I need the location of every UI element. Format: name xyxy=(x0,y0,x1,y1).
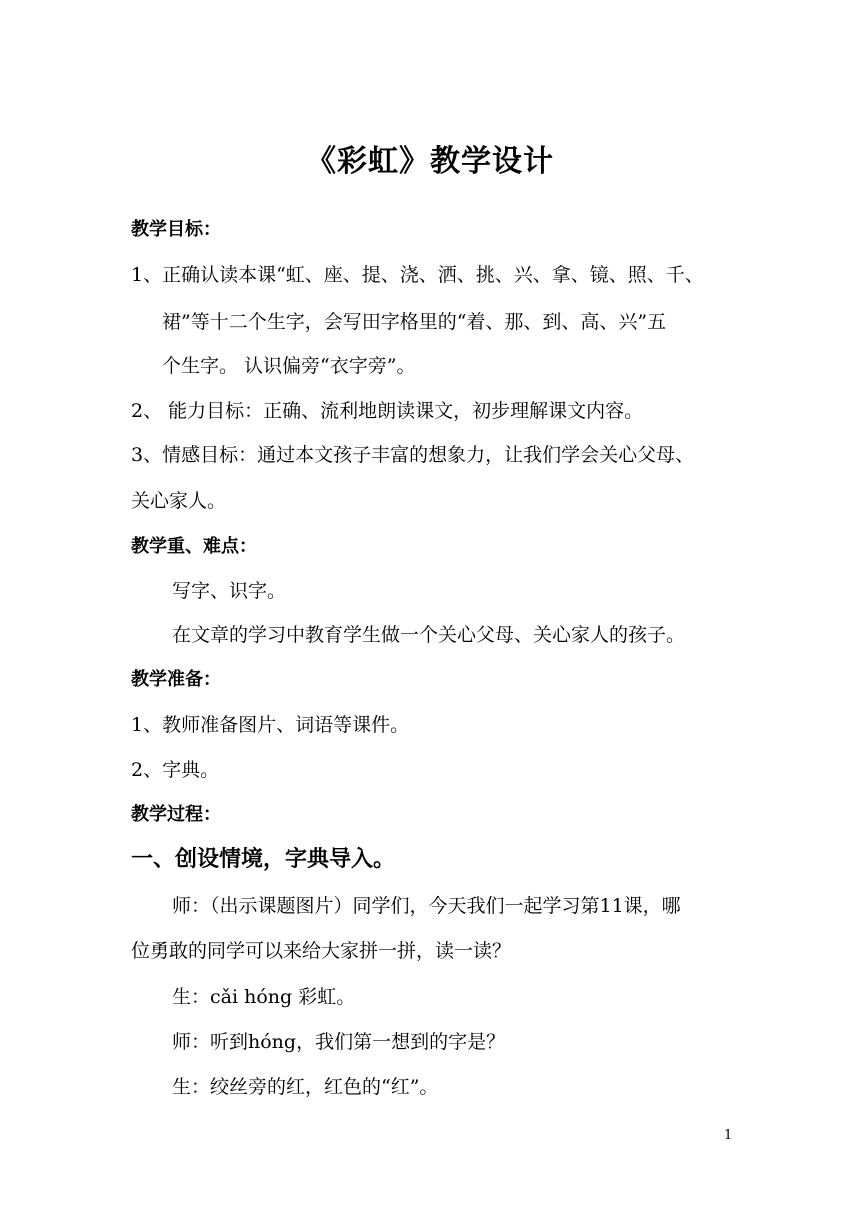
dialog-teacher-2: 师：听到hóng，我们第一想到的字是？ xyxy=(172,1031,506,1053)
dialog-teacher-1-line-2: 位勇敢的同学可以来给大家拼一拼，读一读？ xyxy=(131,940,512,962)
section-1-heading: 一、创设情境，字典导入。 xyxy=(131,847,396,872)
dialog-student-1: 生：cǎi hóng 彩虹。 xyxy=(172,986,356,1008)
keypoint-1: 写字、识字。 xyxy=(172,580,287,602)
goal-3-line-2: 关心家人。 xyxy=(131,490,227,512)
document-title: 《彩虹》教学设计 xyxy=(306,144,554,179)
keypoint-2: 在文章的学习中教育学生做一个关心父母、关心家人的孩子。 xyxy=(172,624,686,646)
process-heading: 教学过程： xyxy=(131,804,221,825)
goal-1-line-1: 1、正确认读本课“虹、座、提、浇、洒、挑、兴、拿、镜、照、千、 xyxy=(131,264,704,286)
goal-1-line-2: 裙”等十二个生字，会写田字格里的“着、那、到、高、兴”五 xyxy=(162,311,667,333)
goal-2: 2、 能力目标：正确、流利地朗读课文，初步理解课文内容。 xyxy=(131,400,644,422)
prep-heading: 教学准备： xyxy=(131,669,221,690)
dialog-student-2: 生：绞丝旁的红，红色的“红”。 xyxy=(172,1076,439,1098)
goal-3-line-1: 3、情感目标：通过本文孩子丰富的想象力，让我们学会关心父母、 xyxy=(131,444,695,466)
goals-heading: 教学目标： xyxy=(131,219,221,240)
goal-1-line-3: 个生字。 认识偏旁“衣字旁”。 xyxy=(162,355,416,377)
dialog-teacher-1-line-1: 师：（出示课题图片）同学们，今天我们一起学习第11课，哪 xyxy=(172,895,681,917)
prep-1: 1、教师准备图片、词语等课件。 xyxy=(131,714,410,736)
keypoints-heading: 教学重、难点： xyxy=(131,536,257,557)
prep-2: 2、字典。 xyxy=(131,759,220,781)
page-number: 1 xyxy=(724,1128,733,1143)
